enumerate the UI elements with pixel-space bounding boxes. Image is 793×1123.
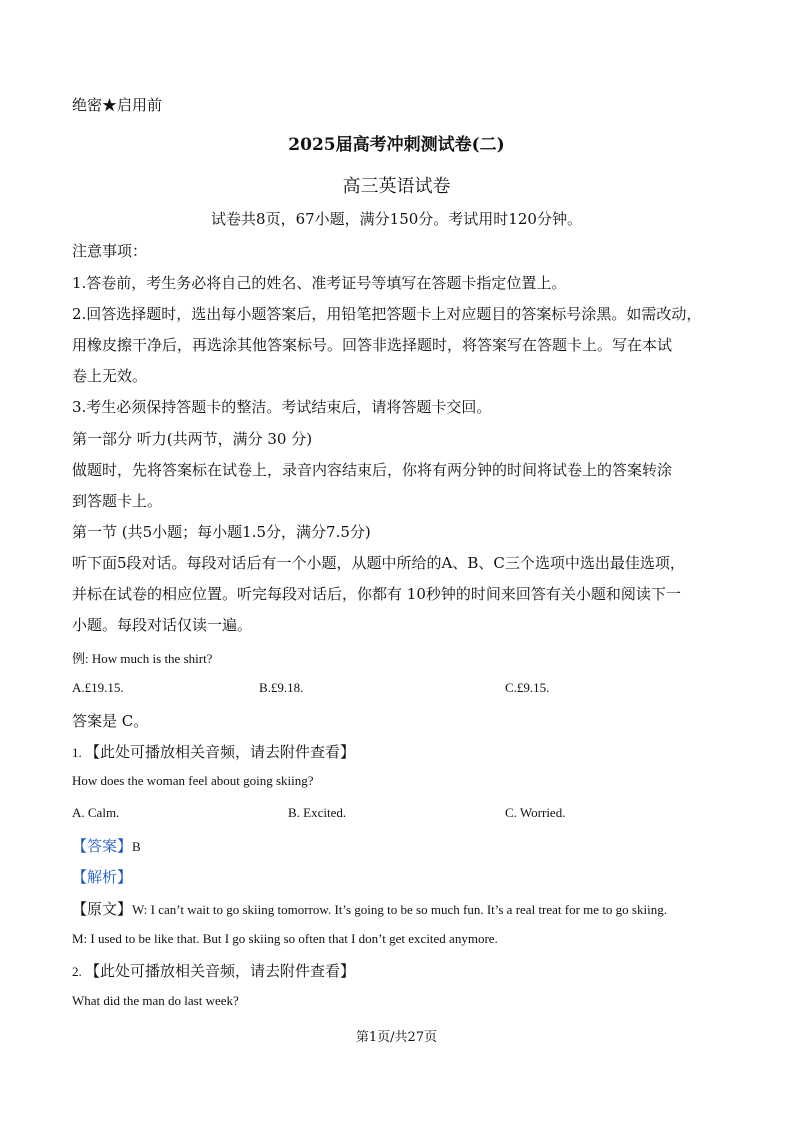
transcript-tag: 【原文】 xyxy=(72,900,133,918)
question-1-text: How does the woman feel about going skiing? xyxy=(72,773,314,788)
section1-line3: 小题。每段对话仅读一遍。 xyxy=(72,616,253,634)
analysis-tag: 【解析】 xyxy=(72,868,133,886)
question-1-answer-line xyxy=(72,835,141,856)
answer-tag: 【答案】 xyxy=(72,837,133,855)
part1-heading: 第一部分 听力(共两节，满分 30 分) xyxy=(72,430,313,448)
part1-instruction-line1: 做题时，先将答案标在试卷上，录音内容结束后，你将有两分钟的时间将试卷上的答案转涂 xyxy=(72,461,673,479)
question-2-audio-note[interactable]: 【此处可播放相关音频，请去附件查看】 xyxy=(85,962,356,980)
example-question: 例: How much is the shirt? xyxy=(72,651,213,666)
question-2-header xyxy=(72,960,355,981)
note-item-1: 1.答卷前，考生务必将自己的姓名、准考证号等填写在答题卡指定位置上。 xyxy=(72,274,567,292)
page-footer: 第1页/共27页 xyxy=(355,1030,438,1045)
section1-line1: 听下面5段对话。每段对话后有一个小题，从题中所给的A、B、C三个选项中选出最佳选项， xyxy=(72,554,685,572)
question-1-number: 1. xyxy=(72,745,85,760)
example-option-b: B.£9.18. xyxy=(259,680,304,695)
example-option-c: C.£9.15. xyxy=(505,680,550,695)
part1-instruction-line2: 到答题卡上。 xyxy=(72,492,163,510)
question-1-header xyxy=(72,741,355,762)
question-1-transcript-w: W: I can’t wait to go skiing tomorrow. It’s going to be so much fun. It’s a real treat for me to go skiing. xyxy=(132,902,667,917)
question-1-audio-note[interactable]: 【此处可播放相关音频，请去附件查看】 xyxy=(85,743,356,761)
example-answer: 答案是 C。 xyxy=(72,712,149,730)
question-1-option-a: A. Calm. xyxy=(72,805,120,820)
note-item-2-cont: 用橡皮擦干净后，再选涂其他答案标号。回答非选择题时，将答案写在答题卡上。写在本试 xyxy=(72,336,673,354)
question-2-text: What did the man do last week? xyxy=(72,993,239,1008)
section1-heading: 第一节 (共5小题；每小题1.5分，满分7.5分) xyxy=(72,523,371,541)
question-1-transcript-m: M: I used to be like that. But I go skiing so often that I don’t get excited anymore. xyxy=(72,931,498,946)
section1-line2: 并标在试卷的相应位置。听完每段对话后，你都有 10秒钟的时间来回答有关小题和阅读下一 xyxy=(72,585,681,603)
question-1-answer: B xyxy=(132,839,141,854)
note-item-2-end: 卷上无效。 xyxy=(72,367,148,385)
confidential-label: 绝密★启用前 xyxy=(72,96,163,114)
question-1-option-b: B. Excited. xyxy=(288,805,347,820)
question-2-number: 2. xyxy=(72,964,85,979)
exam-info: 试卷共8页，67小题，满分150分。考试用时120分钟。 xyxy=(211,210,582,228)
question-1-transcript-w-line xyxy=(72,898,667,919)
question-1-option-c: C. Worried. xyxy=(505,805,566,820)
note-item-3: 3.考生必须保持答题卡的整洁。考试结束后，请将答题卡交回。 xyxy=(72,398,492,416)
exam-subtitle: 高三英语试卷 xyxy=(342,176,451,197)
notes-heading: 注意事项： xyxy=(72,242,148,260)
note-item-2: 2.回答选择题时，选出每小题答案后，用铅笔把答题卡上对应题目的答案标号涂黑。如需改动， xyxy=(72,305,702,323)
example-option-a: A.£19.15. xyxy=(72,680,124,695)
exam-title: 2025届高考冲刺测试卷(二) xyxy=(288,135,505,155)
